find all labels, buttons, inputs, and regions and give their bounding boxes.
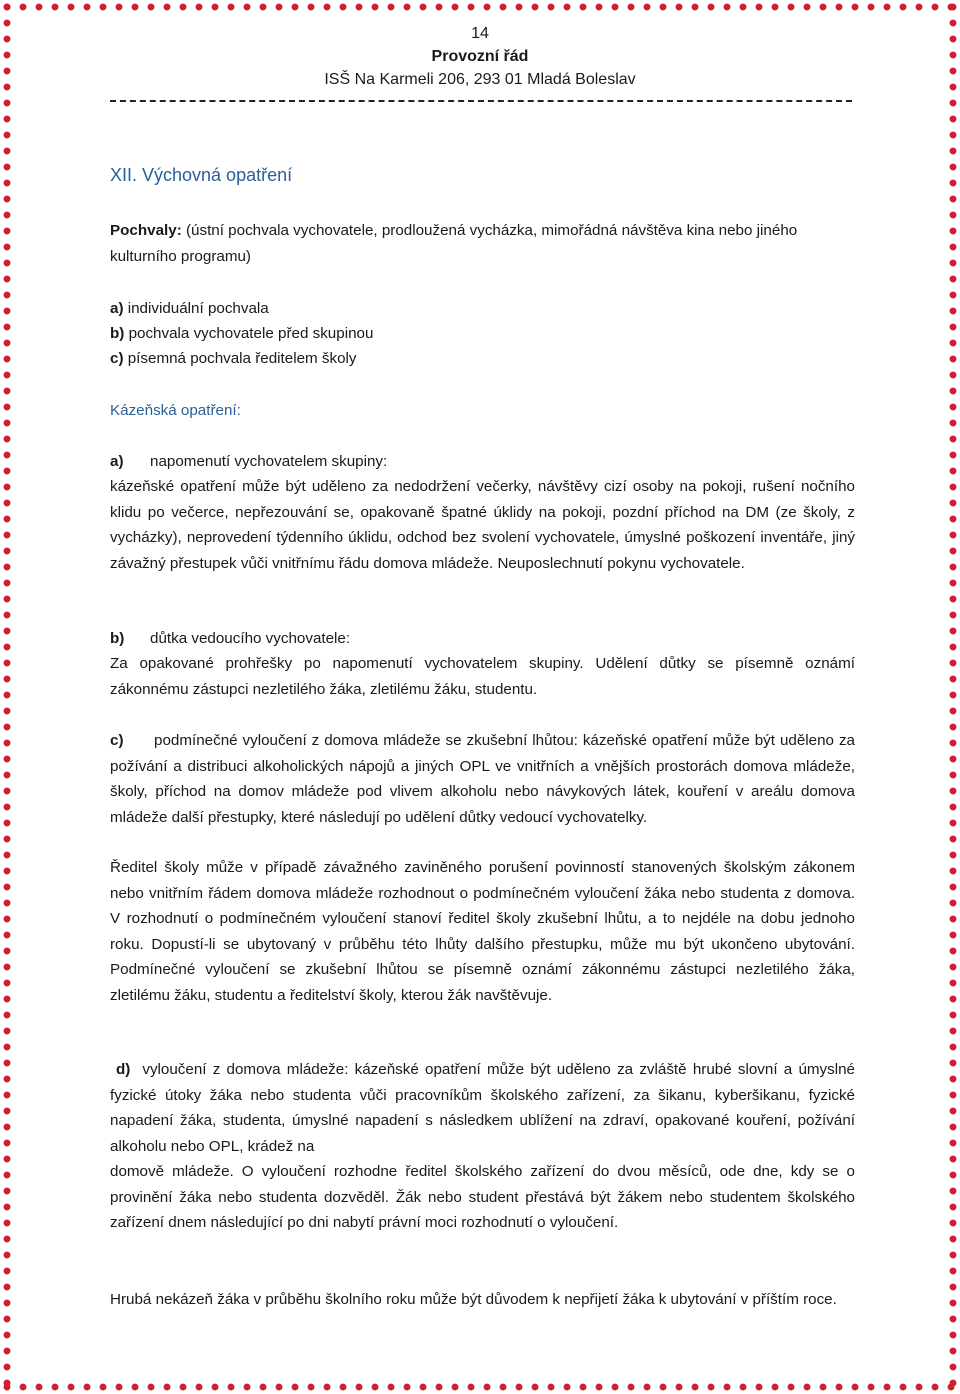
section-title: XII. Výchovná opatření	[110, 165, 293, 185]
discipline-d-text2: domově mládeže. O vyloučení rozhodne ředitel školského zařízení do dvou měsíců, ode dne, kdy se o provinění žáka nebo studenta dozvěděl. Žák nebo student přestává být žákem nebo studentem školského zařízení dnem následující po dni nabytí právní moci rozhodnutí o vyloučení.	[110, 1163, 855, 1231]
decorative-dot-border-bottom	[0, 1380, 960, 1394]
discipline-b-title-line	[110, 626, 855, 652]
praise-item-b	[110, 321, 855, 347]
praise-item-a	[110, 296, 855, 322]
praise-item-text: individuální pochvala	[123, 300, 269, 317]
discipline-d-paragraph	[110, 1057, 855, 1159]
page-number: 14	[471, 25, 489, 42]
praise-item-letter: a)	[110, 300, 124, 317]
discipline-a-title-line	[110, 449, 855, 475]
discipline-heading: Kázeňská opatření:	[110, 402, 241, 419]
discipline-b-title: důtka vedoucího vychovatele:	[150, 630, 351, 647]
discipline-c-paragraph	[110, 728, 855, 830]
closing-paragraph: Hrubá nekázeň žáka v průběhu školního roku může být důvodem k nepřijetí žáka k ubytování v příštím roce.	[110, 1291, 837, 1308]
decorative-dot-border-right	[946, 0, 960, 1394]
discipline-b-letter: b)	[110, 630, 125, 647]
discipline-a-letter: a)	[110, 453, 124, 470]
praise-item-text: písemná pochvala ředitelem školy	[123, 350, 357, 367]
discipline-a-text: kázeňské opatření může být uděleno za nedodržení večerky, návštěvy cizí osoby na pokoji, rušení nočního klidu po večerce, nepřezouvání se, opakovaně špatné úklidy na pokoji, pozdní příchod na DM (ze školy, z vycházky), neprovedení týdenního úklidu, odchod bez svolení vychovatele, úmyslné poškození inventáře, jiný závažný přestupek vůči vnitřnímu řádu domova mládeže. Neuposlechnutí pokynu vychovatele.	[110, 478, 855, 572]
discipline-d-text: vyloučení z domova mládeže: kázeňské opatření může být uděleno za zvláště hrubé slovní a úmyslné fyzické útoky žáka nebo studenta vůči pracovníkům školského zařízení, za šikanu, kyberšikanu, fyzické napadení žáka, studenta, úmyslné napadení s následkem ublížení na zdraví, opakované kouření, požívání alkoholu nebo OPL, krádež na	[110, 1061, 855, 1155]
discipline-d-letter: d)	[116, 1061, 131, 1078]
praise-paragraph	[110, 218, 855, 269]
decorative-dot-border-left	[0, 0, 14, 1394]
praise-label: Pochvaly:	[110, 222, 182, 239]
discipline-a-title: napomenutí vychovatelem skupiny:	[150, 453, 388, 470]
praise-item-c	[110, 346, 855, 372]
praise-item-text: pochvala vychovatele před skupinou	[124, 325, 374, 342]
page-header	[0, 22, 960, 91]
discipline-c-text: podmínečné vyloučení z domova mládeže se zkušební lhůtou: kázeňské opatření může být uděleno za požívání a distribuci alkoholických nápojů a jiných OPL ve vnitřních a vnějších prostorách domova mládeže, školy, příchod na domov mládeže pod vlivem alkoholu nebo návykových látek, kouření v areálu domova mládeže další přestupky, které následují po udělení důtky vedoucí vychovatelky.	[110, 732, 855, 826]
document-title: Provozní řád	[431, 48, 529, 65]
praise-item-letter: b)	[110, 325, 125, 342]
decorative-dot-border-top	[0, 0, 960, 14]
praise-item-letter: c)	[110, 350, 124, 367]
discipline-b-text: Za opakované prohřešky po napomenutí vychovatelem skupiny. Udělení důtky se písemně oznámí zákonnému zástupci nezletilého žáka, zletilému žáku, studentu.	[110, 655, 855, 698]
praise-text: (ústní pochvala vychovatele, prodloužená vycházka, mimořádná návštěva kina nebo jiného kulturního programu)	[110, 222, 798, 265]
discipline-c-letter: c)	[110, 732, 124, 749]
header-separator	[110, 100, 852, 105]
discipline-c-text2: Ředitel školy může v případě závažného zaviněného porušení povinností stanovených školským zákonem nebo vnitřním řádem domova mládeže rozhodnout o podmínečném vyloučení žáka nebo studenta z domova. V rozhodnutí o podmínečném vyloučení stanoví ředitel školy zkušební lhůtu, a to nejdéle na dobu jednoho roku. Dopustí-li se ubytovaný v průběhu této lhůty dalšího přestupku, může mu být ukončeno ubytování. Podmínečné vyloučení se zkušební lhůtou se písemně oznámí zákonnému zástupci nezletilého žáka, zletilému žáku, studentu a ředitelství školy, kterou žák navštěvuje.	[110, 859, 855, 1004]
school-address: ISŠ Na Karmeli 206, 293 01 Mladá Boleslav	[324, 71, 636, 88]
